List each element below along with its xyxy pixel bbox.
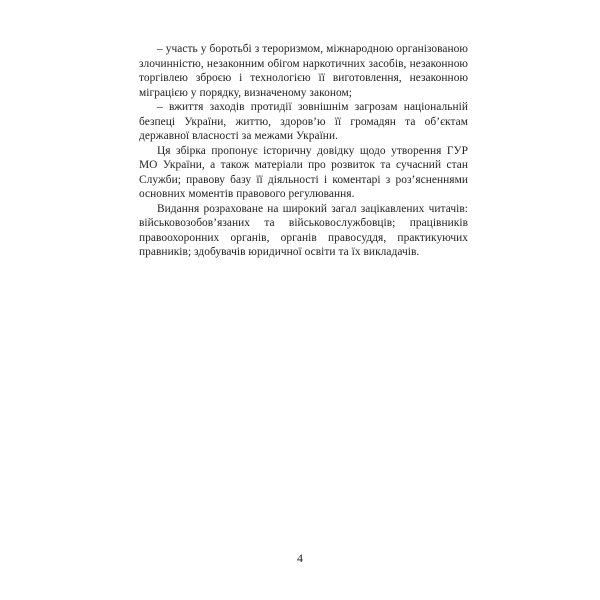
paragraph-collection-overview: Ця збірка пропонує історичну довідку щодо утворення ГУР МО України, а також матеріали про розвиток та сучасний стан Служби; правову базу її діяльності і коментарі з роз’ясненнями основних моментів правового регулювання. [139,144,468,200]
paragraph-target-audience: Видання розраховане на широкий загал зацікавлених читачів: військовозобов’язаних та військовослужбовців; працівників правоохоронних органів, органів правосуддя, практикуючих правників; здобувачів юридичної освіти та їх викладачів. [139,202,468,258]
body-text [139,42,468,260]
paragraph-counterterrorism: – участь у боротьбі з тероризмом, міжнародною організованою злочинністю, незаконним обігом наркотичних засобів, незаконною торгівлею зброєю і технологією її виготовлення, незаконною міграцією у порядку, визначеному законом; [139,43,468,99]
paragraph-external-threats: – вжиття заходів протидії зовнішнім загрозам національній безпеці України, життю, здоров’ю її громадян та об’єктам державної власності за межами України. [139,101,468,142]
page-number: 4 [297,551,303,565]
